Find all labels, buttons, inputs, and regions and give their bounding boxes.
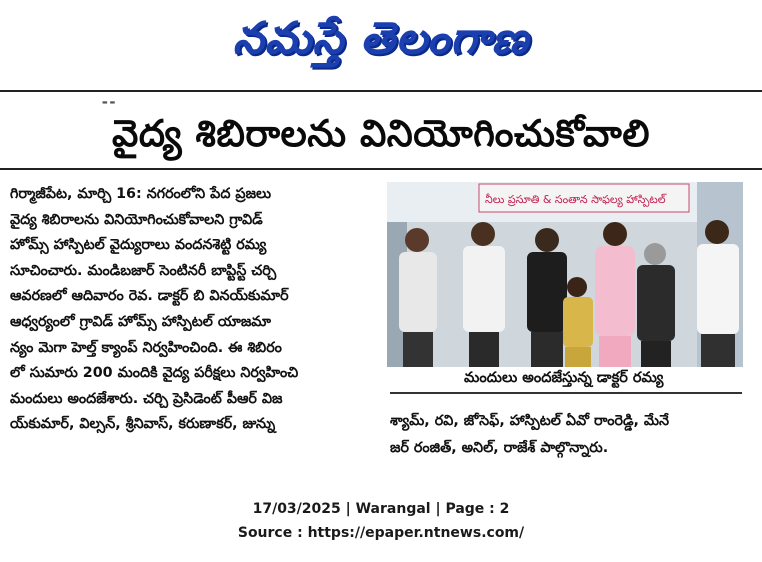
headline: వైద్య శిబిరాలను వినియోగించుకోవాలి xyxy=(112,112,650,155)
newspaper-logo: నమస్తే తెలంగాణ xyxy=(232,13,530,64)
masthead-divider xyxy=(0,90,762,92)
masthead xyxy=(0,0,762,88)
footer xyxy=(0,497,762,545)
news-photo xyxy=(387,182,743,367)
photo-caption: మందులు అందజేస్తున్న డాక్టర్ రమ్య xyxy=(464,370,664,386)
headline-divider xyxy=(0,168,762,170)
photo-banner-text: నీలు ప్రసూతి & సంతాన సాఫల్య హాస్పిటల్ xyxy=(485,193,666,206)
footer-date-edition: 17/03/2025 | Warangal | Page : 2 xyxy=(252,501,510,517)
caption-divider xyxy=(390,392,742,394)
article-body: గిర్మాజీపేట, మార్చి 16: నగరంలోని పేద ప్రజలు వైద్య శిబిరాలను వినియోగించుకోవాలని గ్రావిడ్ హోమ్స్ హాస్పిటల్ వైద్యురాలు వందనశెట్టి రమ్య సూచించారు. మండిబజార్ సెంటినరీ బాప్టిస్ట్ చర్చి ఆవరణలో ఆదివారం రెవ. డాక్టర్ బి వినయ్‌కుమార్ ఆధ్వర్యంలో గ్రావిడ్ హోమ్స్ హాస్పిటల్ యాజమా న్యం మెగా హెల్త్ క్యాంప్ నిర్వహించింది. ఈ శిబిరం లో సుమారు 200 మందికి వైద్య పరీక్షలు నిర్వహించి మందులు అందజేశారు. చర్చి ప్రెసిడెంట్ పీఆర్ విజ య్‌కుమార్, విల్సన్, శ్రీనివాస్, కరుణాకర్, జున్ను xyxy=(10,186,299,433)
article-continuation: శ్యామ్, రవి, జోసెఫ్, హాస్పిటల్ ఏవో రాంరెడ్డి, మేనే జర్ రంజిత్, అనిల్, రాజేశ్ పాల్గొన్నారు. xyxy=(390,413,670,456)
section-mark: ▬ ▬ xyxy=(102,99,116,106)
footer-source: Source : https://epaper.ntnews.com/ xyxy=(237,525,525,541)
